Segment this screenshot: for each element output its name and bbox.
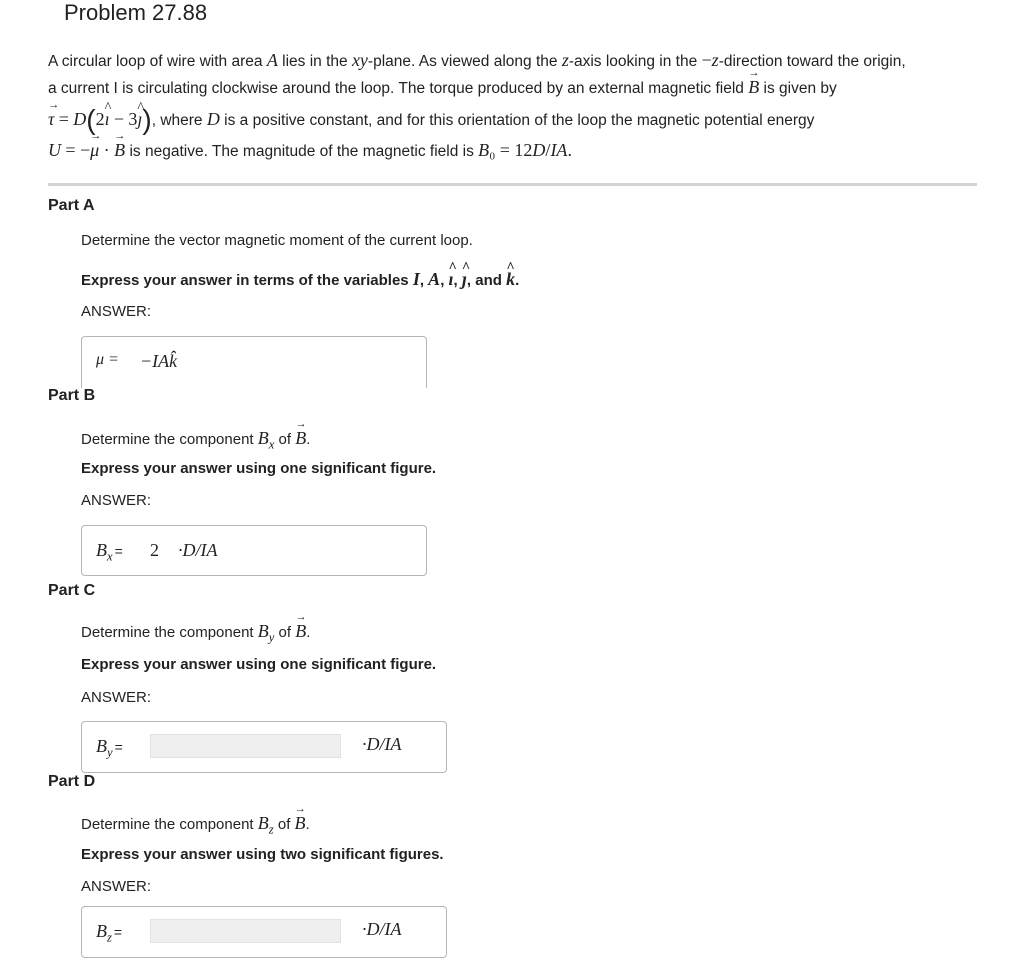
part-c-label: Part C (48, 582, 96, 599)
part-c-answer-label: ANSWER: (81, 689, 152, 706)
page-title: Problem 27.88 (64, 0, 208, 25)
by-label: $B_y$ = (96, 736, 123, 760)
part-b-instruction: Express your answer using one significant figure. (81, 460, 437, 477)
part-a-label: Part A (48, 197, 95, 214)
part-d-question: Determine the component $B_z$ of B →. (81, 813, 310, 838)
bz-label: $B_z$ = (96, 921, 123, 945)
problem-line-3: τ → = D(2ı ^ − 3ȷ ^), where D is a positive constant, and for this orientation of the loop the magnetic potential energy (48, 104, 814, 136)
divider (48, 183, 977, 186)
part-b-question: Determine the component $B_x$ of B →. (81, 428, 310, 453)
part-b-answer-label: ANSWER: (81, 492, 152, 509)
part-c-answer-box (81, 721, 447, 773)
part-a-instruction: Express your answer in terms of the variables I, A, ı ^, ȷ ^, and k ^. (81, 269, 519, 290)
part-d-instruction: Express your answer using two significant figures. (81, 846, 444, 863)
part-b-label: Part B (48, 387, 96, 404)
part-d-answer-label: ANSWER: (81, 878, 152, 895)
bz-input[interactable] (150, 919, 341, 943)
part-b-answer-box (81, 525, 427, 576)
part-d-label: Part D (48, 773, 96, 790)
problem-line-2: a current I is circulating clockwise around the loop. The torque produced by an external magnetic field B → is given by (48, 77, 837, 98)
part-c-question: Determine the component $B_y$ of B →. (81, 621, 310, 646)
part-d-answer-box (81, 906, 447, 958)
part-c-unit: ·D/IA (362, 734, 402, 754)
problem-line-1: A circular loop of wire with area A lies in the xy-plane. As viewed along the z-axis looking in the −z-direction toward the origin, (48, 50, 906, 70)
mu-label: μ = (96, 351, 119, 368)
part-a-answer-box (81, 336, 427, 388)
part-b-answer-value: 2 (150, 540, 159, 560)
part-c-instruction: Express your answer using one significant figure. (81, 656, 437, 673)
problem-line-4: U = −μ → · B → is negative. The magnitude of the magnetic field is B₀ = 12D/IA. (48, 140, 572, 161)
part-a-answer-label: ANSWER: (81, 303, 152, 320)
part-d-unit: ·D/IA (362, 919, 402, 939)
by-input[interactable] (150, 734, 341, 758)
part-b-unit: ·D/IA (178, 540, 218, 560)
part-a-question: Determine the vector magnetic moment of the current loop. (81, 232, 473, 249)
bx-label: $B_x$ = (96, 540, 123, 564)
part-a-answer-value: −IAk̂ (140, 351, 178, 371)
